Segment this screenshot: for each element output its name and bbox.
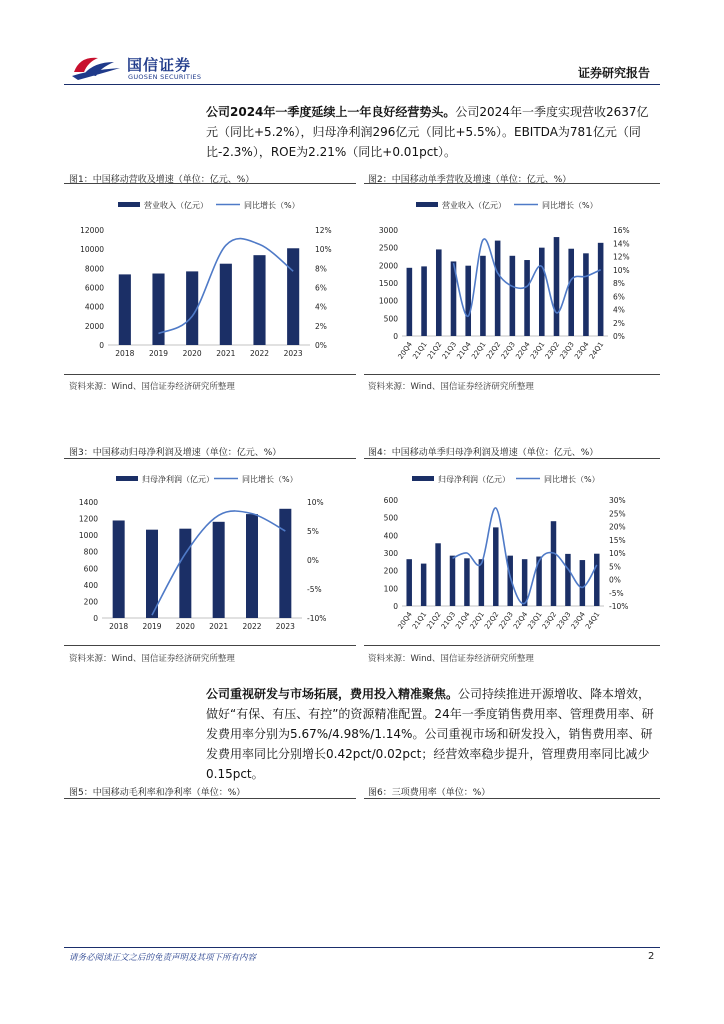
chart-fig3-legend-bar-swatch	[116, 476, 138, 481]
chart-fig3-bar	[113, 520, 125, 618]
chart-fig4-bar	[565, 554, 570, 606]
chart-fig4-right-tick-label: 25%	[609, 509, 626, 519]
fig1-source: 资料来源：Wind、国信证券经济研究所整理	[69, 382, 235, 392]
chart-fig4-right-tick-label: 5%	[609, 562, 621, 572]
chart-fig1-right-tick-label: 10%	[315, 245, 332, 255]
paragraph-expenses-body: 公司持续推进开源增收、降本增效，做好“有保、有压、有控”的资源精准配置。24年一季度销售费用率、管理费用率、研发费用率分别为5.67%/4.98%/1.14%。公司重视市场和研发投入，销售费用率、研发费用率同比分别增长0.42pct/0.02pct；经营效率稳步提升，管理费用率同比减少0.15pct。	[206, 687, 654, 781]
chart-fig2-left-tick-label: 2500	[378, 243, 398, 253]
guosen-logo-icon	[70, 52, 126, 82]
chart-fig3-left-tick-label: 400	[83, 580, 98, 590]
chart-fig2-legend-line-label: 同比增长（%）	[542, 201, 598, 210]
chart-fig2-right-tick-label: 16%	[613, 226, 630, 235]
chart-fig2-bar	[465, 266, 471, 336]
header-rule	[64, 84, 660, 85]
chart-fig1-legend-line-label: 同比增长（%）	[244, 201, 300, 210]
chart-fig4-bar	[580, 560, 585, 606]
fig4-chart	[364, 462, 660, 640]
chart-fig4-category-label: 21Q1	[410, 610, 429, 631]
chart-fig3-bar	[279, 509, 291, 618]
chart-fig3-bar	[213, 522, 225, 618]
chart-fig3-category-label: 2021	[209, 622, 229, 631]
chart-fig2-category-label: 24Q1	[587, 340, 606, 361]
chart-fig4-bar	[450, 556, 455, 606]
chart-fig3-left-tick-label: 0	[93, 614, 98, 623]
chart-fig4-legend-bar-swatch	[412, 476, 434, 481]
fig2-title: 图2：中国移动单季营收及增速（单位：亿元、%）	[368, 175, 572, 185]
chart-fig3-left-tick-label: 1400	[78, 498, 98, 507]
chart-fig3-bar	[146, 530, 158, 618]
chart-fig4-right-tick-label: -10%	[609, 602, 629, 611]
chart-fig4-left-tick-label: 600	[383, 496, 398, 505]
chart-fig1-left-tick-label: 8000	[84, 264, 104, 274]
chart-fig4-category-label: 22Q3	[497, 610, 515, 631]
chart-fig2-right-tick-label: 14%	[613, 239, 630, 249]
chart-fig4-left-tick-label: 400	[383, 531, 398, 541]
chart-fig3-left-tick-label: 1200	[78, 514, 98, 524]
chart-fig1-left-tick-label: 6000	[84, 283, 104, 293]
chart-fig3-right-tick-label: 5%	[307, 527, 319, 536]
fig3-title: 图3：中国移动归母净利润及增速（单位：亿元、%）	[69, 448, 282, 458]
chart-fig2-bar	[539, 248, 545, 336]
fig3-chart	[64, 462, 356, 640]
chart-fig1-left-tick-label: 0	[99, 341, 104, 350]
chart-fig2-right-tick-label: 4%	[613, 305, 625, 315]
fig2-source: 资料来源：Wind、国信证券经济研究所整理	[368, 382, 534, 392]
chart-fig4-right-tick-label: 15%	[609, 535, 626, 545]
chart-fig2-bar	[421, 266, 427, 336]
fig5-title: 图5：中国移动毛利率和净利率（单位：%）	[69, 788, 246, 798]
fig4-title: 图4：中国移动单季归母净利润及增速（单位：亿元、%）	[368, 448, 599, 458]
chart-fig2-right-tick-label: 10%	[613, 265, 630, 275]
chart-fig2-bar	[583, 253, 589, 336]
chart-fig4-category-label: 21Q4	[454, 610, 472, 631]
chart-fig2-category-label: 23Q3	[558, 340, 576, 361]
chart-fig4-bar	[493, 527, 498, 606]
chart-fig2-category-label: 23Q2	[543, 340, 562, 361]
chart-fig2-left-tick-label: 2000	[378, 261, 398, 271]
chart-fig3-left-tick-label: 200	[83, 597, 98, 607]
chart-fig4-left-tick-label: 0	[393, 602, 398, 611]
paragraph-expenses-lead: 公司重视研发与市场拓展，费用投入精准聚焦。	[206, 687, 459, 701]
chart-fig3-right-tick-label: -5%	[307, 585, 322, 594]
chart-fig1-bar	[220, 264, 232, 345]
chart-fig2-bar	[598, 243, 604, 336]
chart-fig2-category-label: 22Q4	[514, 340, 532, 361]
chart-fig2-left-tick-label: 3000	[378, 226, 398, 235]
chart-fig1-right-tick-label: 12%	[315, 226, 332, 235]
chart-fig1-right-tick-label: 4%	[315, 302, 327, 312]
chart-fig3-category-label: 2019	[142, 622, 162, 631]
paragraph-revenue-lead: 公司2024年一季度延续上一年良好经营势头。	[206, 105, 456, 119]
report-type: 证券研究报告	[578, 66, 651, 80]
chart-fig1-bar	[287, 248, 299, 345]
chart-fig2-left-tick-label: 500	[383, 314, 398, 324]
page-number: 2	[648, 951, 655, 962]
paragraph-revenue-body: 公司2024年一季度实现营收2637亿元（同比+5.2%），归母净利润296亿元（同比+5.5%）。EBITDA为781亿元（同比-2.3%），ROE为2.21%（同比+0.01pct）。	[206, 105, 649, 159]
chart-fig4-bar	[406, 559, 411, 606]
chart-fig2-category-label: 22Q2	[484, 340, 503, 361]
chart-fig4-bar	[421, 564, 426, 606]
chart-fig4-right-tick-label: 20%	[609, 522, 626, 532]
chart-fig4-right-tick-label: 10%	[609, 549, 626, 558]
chart-fig4-category-label: 21Q3	[439, 610, 458, 631]
chart-fig2-category-label: 21Q2	[426, 340, 444, 361]
chart-fig2-category-label: 21Q1	[411, 340, 429, 361]
chart-fig2-bar	[436, 249, 442, 336]
chart-fig3-right-tick-label: 10%	[307, 498, 324, 507]
chart-fig1-bar	[119, 274, 131, 345]
chart-fig2-legend-bar-label: 营业收入（亿元）	[442, 201, 506, 210]
chart-fig4-category-label: 22Q4	[511, 610, 530, 631]
chart-fig4-left-tick-label: 300	[383, 549, 398, 558]
chart-fig2-category-label: 20Q4	[396, 340, 414, 361]
chart-fig3-left-tick-label: 600	[83, 564, 98, 574]
logo-chinese: 国信证券	[127, 56, 192, 74]
chart-fig1-left-tick-label: 12000	[80, 226, 104, 235]
chart-fig4-bar	[594, 554, 599, 606]
chart-fig4-legend-bar-label: 归母净利润（亿元）	[438, 475, 510, 484]
chart-fig4-category-label: 23Q1	[526, 610, 544, 631]
chart-fig4-bar	[464, 558, 469, 606]
chart-fig1-category-label: 2018	[115, 349, 135, 358]
chart-fig2-left-tick-label: 1000	[378, 296, 398, 306]
chart-fig2-category-label: 23Q4	[573, 340, 591, 361]
chart-fig2-left-tick-label: 0	[393, 332, 398, 341]
fig3-source: 资料来源：Wind、国信证券经济研究所整理	[69, 654, 235, 664]
fig1-title: 图1：中国移动营收及增速（单位：亿元、%）	[69, 175, 255, 185]
chart-fig2-right-tick-label: 12%	[613, 252, 630, 262]
fig6-frame	[364, 798, 660, 799]
chart-fig2-category-label: 23Q1	[529, 340, 547, 361]
chart-fig4-bar	[435, 543, 440, 606]
chart-fig2-left-tick-label: 1500	[378, 279, 398, 288]
chart-fig3-left-tick-label: 1000	[78, 531, 98, 541]
chart-fig2-legend-bar-swatch	[416, 202, 438, 207]
fig1-chart	[64, 188, 356, 368]
chart-fig1-left-tick-label: 10000	[80, 245, 104, 255]
chart-fig3-legend-bar-label: 归母净利润（亿元）	[142, 475, 214, 484]
chart-fig1-legend-bar-swatch	[118, 202, 140, 207]
chart-fig1-right-tick-label: 6%	[315, 283, 327, 293]
chart-fig1-left-tick-label: 4000	[84, 302, 104, 312]
chart-fig2-bar	[510, 256, 516, 336]
fig2-chart	[364, 188, 660, 368]
chart-fig1-right-tick-label: 8%	[315, 264, 327, 274]
chart-fig2-category-label: 22Q3	[499, 340, 517, 361]
chart-fig3-bar	[246, 514, 258, 618]
chart-fig1-right-tick-label: 2%	[315, 321, 327, 331]
chart-fig3-category-label: 2022	[242, 622, 262, 631]
logo-english: GUOSEN SECURITIES	[128, 73, 202, 81]
chart-fig4-category-label: 23Q2	[540, 610, 559, 631]
chart-fig3-right-tick-label: -10%	[307, 614, 327, 623]
chart-fig1-category-label: 2021	[216, 349, 236, 358]
chart-fig4-category-label: 23Q4	[569, 610, 587, 631]
chart-fig1-category-label: 2023	[283, 349, 303, 358]
chart-fig1-category-label: 2020	[182, 349, 202, 358]
chart-fig4-right-tick-label: -5%	[609, 588, 624, 598]
chart-fig2-bar	[524, 260, 530, 336]
chart-fig3-category-label: 2023	[275, 622, 295, 631]
chart-fig2-bar	[480, 256, 486, 336]
chart-fig4-legend-line-label: 同比增长（%）	[544, 475, 600, 484]
chart-fig4-left-tick-label: 200	[383, 566, 398, 576]
chart-fig2-right-tick-label: 2%	[613, 318, 625, 328]
chart-fig2-bar	[495, 241, 501, 336]
fig5-frame	[64, 798, 356, 799]
chart-fig3-left-tick-label: 800	[83, 547, 98, 557]
fig6-title: 图6：三项费用率（单位：%）	[368, 788, 491, 798]
chart-fig4-bar	[551, 521, 556, 606]
chart-fig2-right-tick-label: 6%	[613, 292, 625, 302]
chart-fig1-bar	[253, 255, 265, 345]
chart-fig3-bar	[179, 529, 191, 618]
fig4-source: 资料来源：Wind、国信证券经济研究所整理	[368, 654, 534, 664]
chart-fig1-bar	[152, 274, 164, 345]
chart-fig3-category-label: 2018	[109, 622, 129, 631]
chart-fig2-bar	[407, 268, 413, 336]
chart-fig4-category-label: 22Q2	[483, 610, 501, 631]
chart-fig1-left-tick-label: 2000	[84, 321, 104, 331]
chart-fig2-category-label: 21Q4	[455, 340, 473, 361]
chart-fig4-category-label: 20Q4	[396, 610, 414, 631]
chart-fig4-category-label: 22Q1	[468, 610, 486, 631]
chart-fig2-right-tick-label: 8%	[613, 279, 625, 288]
chart-fig1-category-label: 2019	[148, 349, 169, 358]
chart-fig4-category-label: 23Q3	[555, 610, 573, 631]
chart-fig2-category-label: 22Q1	[470, 340, 488, 361]
chart-fig4-category-label: 24Q1	[584, 610, 602, 631]
chart-fig3-right-tick-label: 0%	[307, 556, 319, 565]
footer-rule	[64, 947, 660, 948]
chart-fig2-bar	[554, 237, 560, 336]
chart-fig4-right-tick-label: 0%	[609, 575, 621, 585]
footer-disclaimer: 请务必阅读正文之后的免责声明及其项下所有内容	[69, 953, 257, 963]
chart-fig3-category-label: 2020	[175, 622, 195, 631]
chart-fig1-right-tick-label: 0%	[315, 341, 327, 350]
paragraph-revenue	[206, 102, 660, 162]
paragraph-expenses	[206, 684, 660, 784]
chart-fig4-left-tick-label: 500	[383, 513, 398, 523]
chart-fig1-legend-bar-label: 营业收入（亿元）	[144, 201, 208, 210]
chart-fig1-category-label: 2022	[249, 349, 270, 358]
chart-fig3-legend-line-label: 同比增长（%）	[242, 475, 298, 484]
chart-fig4-category-label: 21Q2	[425, 610, 443, 631]
chart-fig2-bar	[568, 249, 574, 336]
chart-fig4-left-tick-label: 100	[383, 584, 398, 594]
chart-fig2-category-label: 21Q3	[440, 340, 459, 361]
chart-fig2-right-tick-label: 0%	[613, 332, 625, 341]
chart-fig4-right-tick-label: 30%	[609, 496, 626, 505]
